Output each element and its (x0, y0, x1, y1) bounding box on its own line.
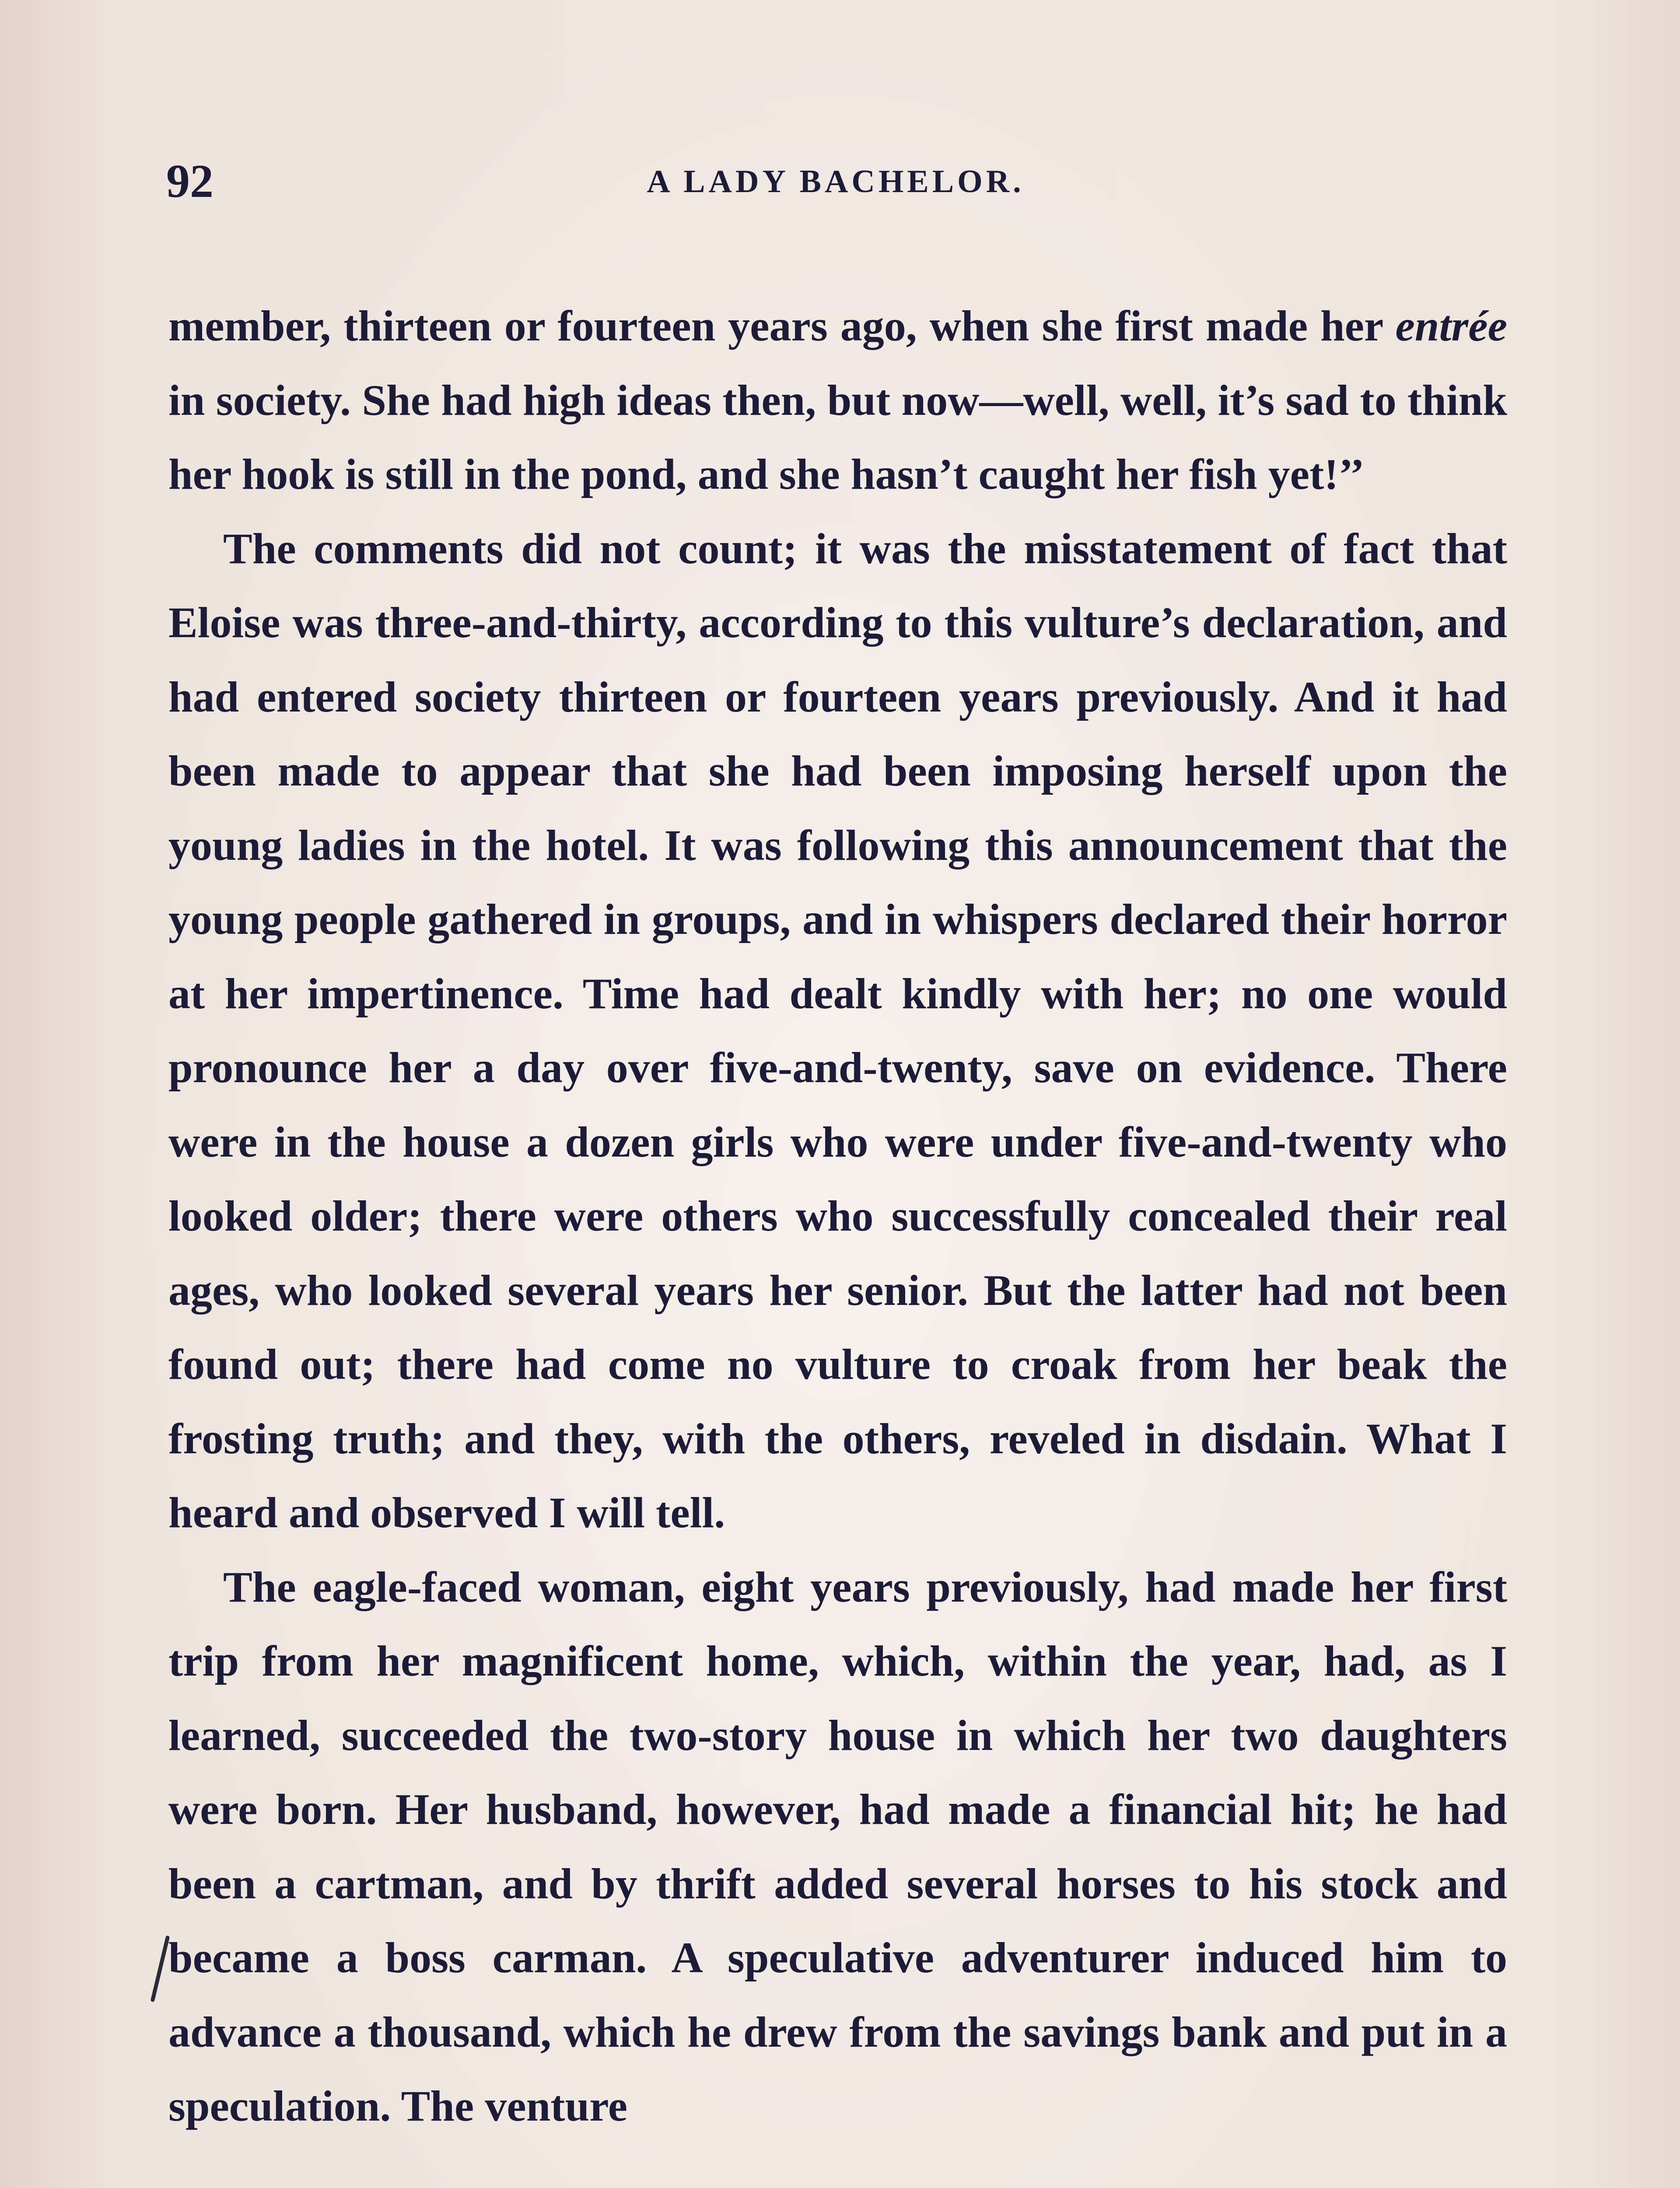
paragraph-3: The eagle-faced woman, eight years previously, had made her first trip from her magnificent home, which, within the year, had, as I learned, succeeded the two-story house in which her two daughters were born. Her husband, however, had made a financial hit; he had been a cartman, and by thrift added several horses to his stock and became a boss carman. A speculative adventurer induced him to advance a thousand, which he drew from the savings bank and put in a speculation. The venture (168, 1562, 1507, 2130)
page-number: 92 (166, 155, 214, 207)
page-header (166, 149, 1505, 214)
paragraph-1-start: member, thirteen or fourteen years ago, when she first made her (168, 302, 1396, 350)
paragraph-1 (168, 289, 1507, 512)
running-title: A LADY BACHELOR. (647, 164, 1025, 200)
italic-word-entree: entrée (1395, 302, 1507, 350)
body-text (168, 289, 1507, 2143)
pencil-margin-mark (147, 1934, 173, 2004)
paragraph-1-end: in society. She had high ideas then, but now—well, well, it’s sad to think her hook is still in the pond, and she hasn’t caught her fish yet!’’ (168, 375, 1507, 498)
paragraph-2: The comments did not count; it was the misstatement of fact that Eloise was three-and-thirty, according to this vulture’s declaration, and had entered society thirteen or fourteen years previously. And it had been made to appear that she had been imposing herself upon the young ladies in the hotel. It was following this announcement that the young people gathered in groups, and in whispers declared their horror at her impertinence. Time had dealt kindly with her; no one would pronounce her a day over five-and-twenty, save on evidence. There were in the house a dozen girls who were under five-and-twenty who looked older; there were others who successfully concealed their real ages, who looked several years her senior. But the latter had not been found out; there had come no vulture to croak from her beak the frosting truth; and they, with the others, reveled in disdain. What I heard and observed I will tell. (168, 524, 1507, 1537)
